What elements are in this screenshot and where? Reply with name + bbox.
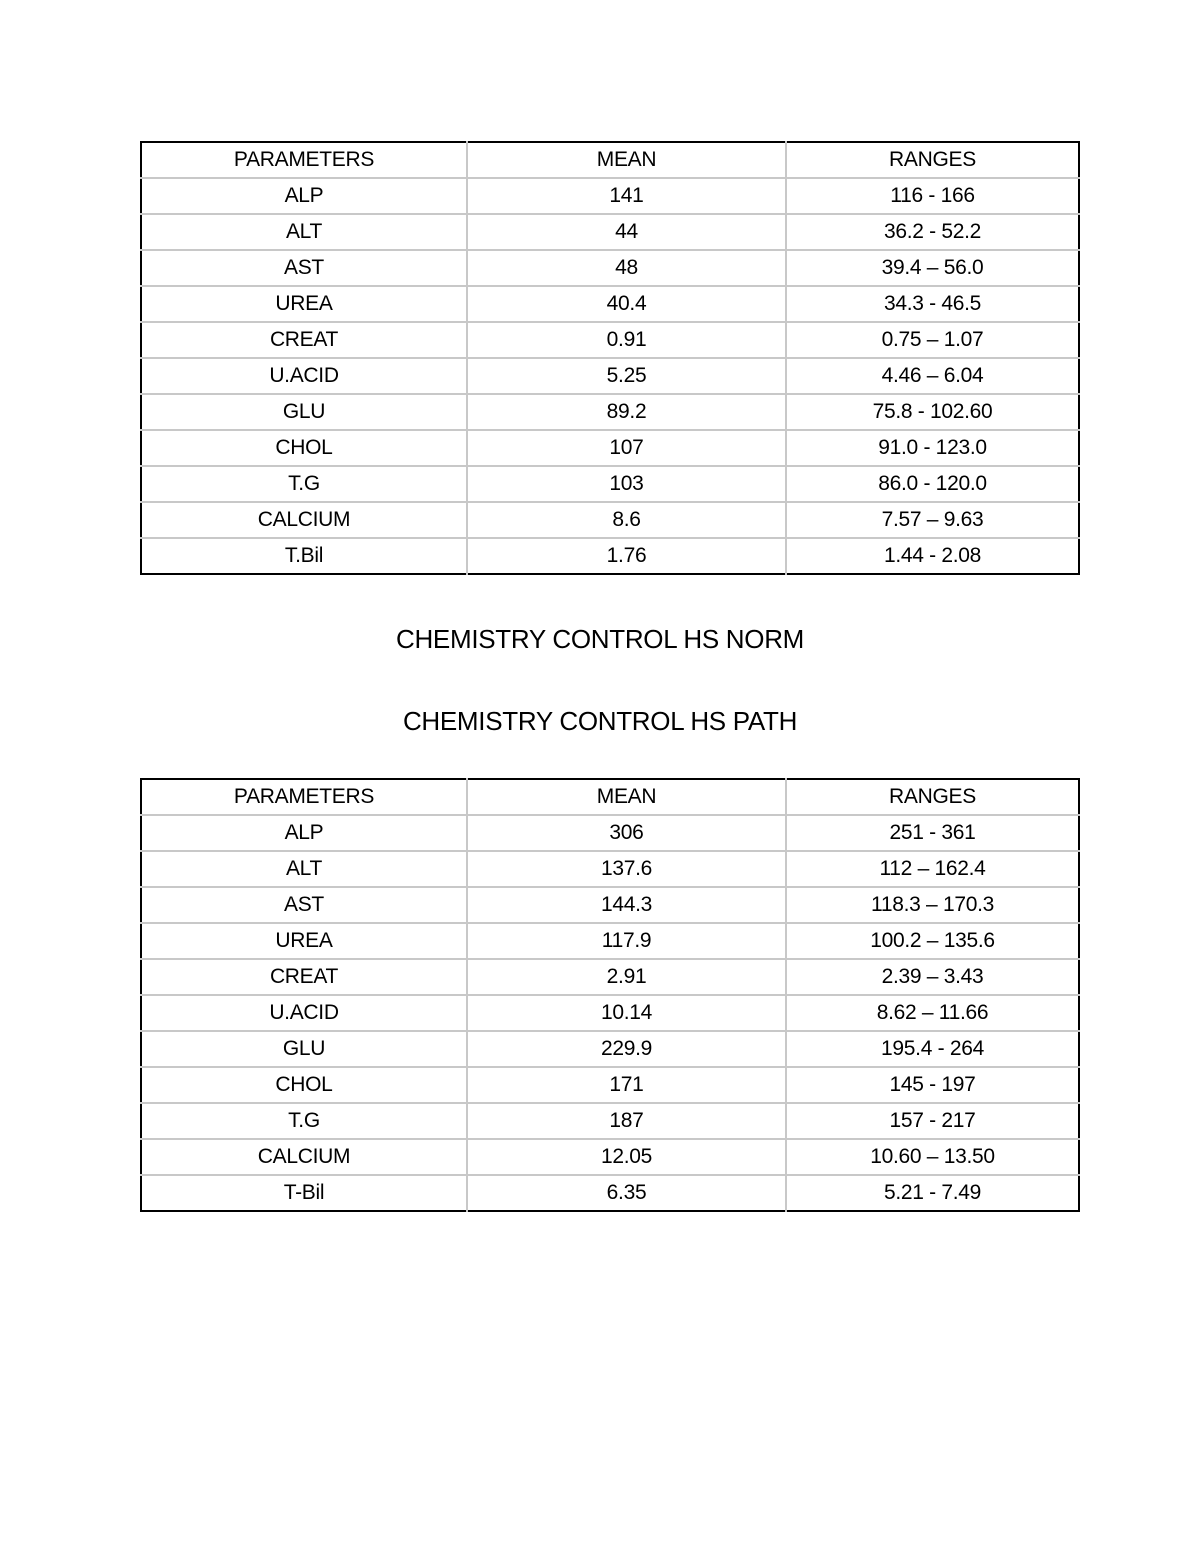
heading-norm: CHEMISTRY CONTROL HS NORM bbox=[395, 624, 805, 654]
table-row bbox=[141, 1175, 1079, 1211]
parameter-cell: T-Bil bbox=[141, 1175, 467, 1211]
range-cell: 75.8 - 102.60 bbox=[786, 394, 1079, 430]
range-cell: 34.3 - 46.5 bbox=[786, 286, 1079, 322]
parameter-cell: AST bbox=[141, 250, 467, 286]
column-header: PARAMETERS bbox=[233, 785, 375, 808]
range-cell: 8.62 – 11.66 bbox=[786, 995, 1079, 1031]
mean-cell: 8.6 bbox=[467, 502, 786, 538]
mean-cell: 12.05 bbox=[467, 1139, 786, 1175]
mean-cell: 103 bbox=[467, 466, 786, 502]
range-cell: 91.0 - 123.0 bbox=[786, 430, 1079, 466]
range-cell: 157 - 217 bbox=[786, 1103, 1079, 1139]
range-cell: 145 - 197 bbox=[786, 1067, 1079, 1103]
range-cell: 1.44 - 2.08 bbox=[786, 538, 1079, 574]
table-row bbox=[141, 959, 1079, 995]
parameter-cell: CREAT bbox=[141, 322, 467, 358]
table-row bbox=[141, 430, 1079, 466]
table-row bbox=[141, 214, 1079, 250]
column-header: MEAN bbox=[467, 142, 786, 178]
column-header: MEAN bbox=[467, 779, 786, 815]
norm-table bbox=[140, 141, 1080, 575]
mean-cell: 229.9 bbox=[467, 1031, 786, 1067]
range-cell: 2.39 – 3.43 bbox=[786, 959, 1079, 995]
table-row bbox=[141, 502, 1079, 538]
parameter-cell: ALP bbox=[141, 815, 467, 851]
parameter-cell: ALT bbox=[141, 214, 467, 250]
table-row bbox=[141, 358, 1079, 394]
range-cell: 0.75 – 1.07 bbox=[786, 322, 1079, 358]
norm-table-header bbox=[141, 142, 1079, 178]
range-cell: 4.46 – 6.04 bbox=[786, 358, 1079, 394]
parameter-cell: GLU bbox=[141, 394, 467, 430]
range-cell: 251 - 361 bbox=[786, 815, 1079, 851]
table-row bbox=[141, 178, 1079, 214]
mean-cell: 1.76 bbox=[467, 538, 786, 574]
table-row bbox=[141, 1139, 1079, 1175]
parameter-cell: AST bbox=[141, 887, 467, 923]
column-header: RANGES bbox=[786, 142, 1079, 178]
range-cell: 116 - 166 bbox=[786, 178, 1079, 214]
column-header: RANGES bbox=[786, 779, 1079, 815]
table-header-row bbox=[141, 142, 1079, 178]
table-row bbox=[141, 250, 1079, 286]
parameter-cell: GLU bbox=[141, 1031, 467, 1067]
table-row bbox=[141, 995, 1079, 1031]
range-cell: 118.3 – 170.3 bbox=[786, 887, 1079, 923]
mean-cell: 44 bbox=[467, 214, 786, 250]
table-row bbox=[141, 538, 1079, 574]
path-table-header bbox=[141, 779, 1079, 815]
path-table-body bbox=[141, 815, 1079, 1211]
table-row bbox=[141, 815, 1079, 851]
table-row bbox=[141, 1103, 1079, 1139]
mean-cell: 2.91 bbox=[467, 959, 786, 995]
range-cell: 36.2 - 52.2 bbox=[786, 214, 1079, 250]
parameter-cell: CHOL bbox=[141, 430, 467, 466]
table-row bbox=[141, 466, 1079, 502]
mean-cell: 10.14 bbox=[467, 995, 786, 1031]
mean-cell: 6.35 bbox=[467, 1175, 786, 1211]
mean-cell: 5.25 bbox=[467, 358, 786, 394]
parameter-cell: T.Bil bbox=[141, 538, 467, 574]
parameter-cell: ALT bbox=[141, 851, 467, 887]
parameter-cell: U.ACID bbox=[141, 995, 467, 1031]
table-row bbox=[141, 923, 1079, 959]
range-cell: 100.2 – 135.6 bbox=[786, 923, 1079, 959]
mean-cell: 141 bbox=[467, 178, 786, 214]
table-row bbox=[141, 322, 1079, 358]
range-cell: 39.4 – 56.0 bbox=[786, 250, 1079, 286]
mean-cell: 171 bbox=[467, 1067, 786, 1103]
mean-cell: 107 bbox=[467, 430, 786, 466]
table-row bbox=[141, 1031, 1079, 1067]
heading-path: CHEMISTRY CONTROL HS PATH bbox=[402, 706, 798, 736]
table-row bbox=[141, 851, 1079, 887]
parameter-cell: UREA bbox=[141, 286, 467, 322]
mean-cell: 144.3 bbox=[467, 887, 786, 923]
range-cell: 5.21 - 7.49 bbox=[786, 1175, 1079, 1211]
path-table bbox=[140, 778, 1080, 1212]
table-row bbox=[141, 286, 1079, 322]
parameter-cell: T.G bbox=[141, 466, 467, 502]
parameter-cell: UREA bbox=[141, 923, 467, 959]
parameter-cell: CREAT bbox=[141, 959, 467, 995]
mean-cell: 306 bbox=[467, 815, 786, 851]
parameter-cell: CHOL bbox=[141, 1067, 467, 1103]
range-cell: 7.57 – 9.63 bbox=[786, 502, 1079, 538]
mean-cell: 0.91 bbox=[467, 322, 786, 358]
table-row bbox=[141, 887, 1079, 923]
table-header-row bbox=[141, 779, 1079, 815]
mean-cell: 89.2 bbox=[467, 394, 786, 430]
range-cell: 195.4 - 264 bbox=[786, 1031, 1079, 1067]
table-row bbox=[141, 1067, 1079, 1103]
range-cell: 112 – 162.4 bbox=[786, 851, 1079, 887]
mean-cell: 48 bbox=[467, 250, 786, 286]
mean-cell: 117.9 bbox=[467, 923, 786, 959]
parameter-cell: CALCIUM bbox=[141, 502, 467, 538]
mean-cell: 187 bbox=[467, 1103, 786, 1139]
parameter-cell: ALP bbox=[141, 178, 467, 214]
table-row bbox=[141, 394, 1079, 430]
parameter-cell: CALCIUM bbox=[141, 1139, 467, 1175]
mean-cell: 40.4 bbox=[467, 286, 786, 322]
range-cell: 10.60 – 13.50 bbox=[786, 1139, 1079, 1175]
parameter-cell: T.G bbox=[141, 1103, 467, 1139]
range-cell: 86.0 - 120.0 bbox=[786, 466, 1079, 502]
column-header: PARAMETERS bbox=[233, 148, 375, 171]
mean-cell: 137.6 bbox=[467, 851, 786, 887]
parameter-cell: U.ACID bbox=[141, 358, 467, 394]
norm-table-body bbox=[141, 178, 1079, 574]
